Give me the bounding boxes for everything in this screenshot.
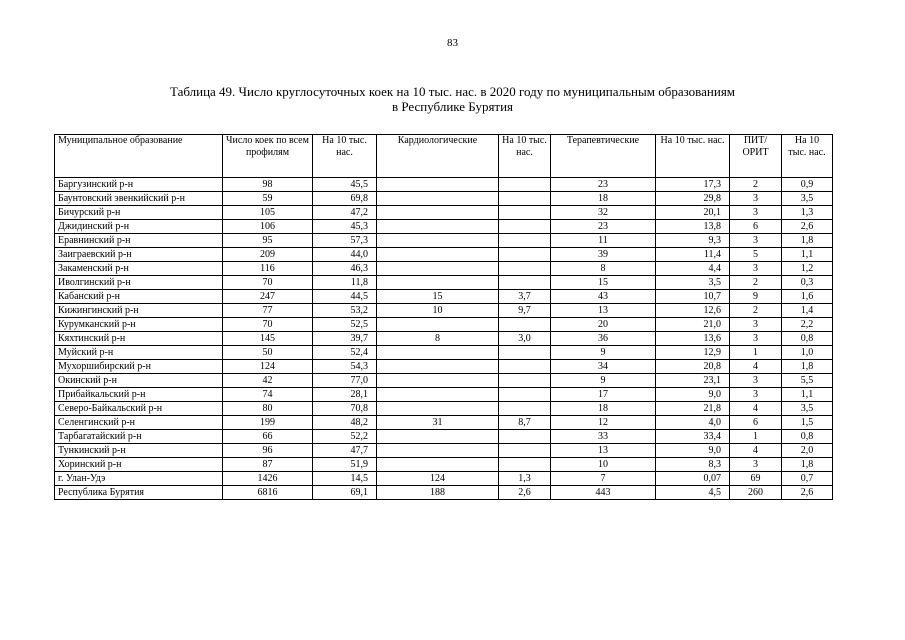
- therapeutic-per-10k-cell: 9,0: [656, 388, 730, 402]
- municipality-cell: Республика Бурятия: [55, 486, 223, 500]
- cardiology-per-10k-cell: [499, 388, 551, 402]
- therapeutic-cell: 10: [551, 458, 656, 472]
- icu-per-10k-cell: 3,5: [782, 402, 833, 416]
- icu-cell: 6: [730, 220, 782, 234]
- cardiology-per-10k-cell: [499, 192, 551, 206]
- therapeutic-cell: 18: [551, 192, 656, 206]
- icu-per-10k-cell: 1,8: [782, 360, 833, 374]
- total-per-10k-cell: 14,5: [313, 472, 377, 486]
- therapeutic-cell: 39: [551, 248, 656, 262]
- icu-per-10k-cell: 0,9: [782, 178, 833, 192]
- table-row: [55, 416, 833, 430]
- therapeutic-per-10k-cell: 4,0: [656, 416, 730, 430]
- table-row: [55, 304, 833, 318]
- therapeutic-per-10k-cell: 9,0: [656, 444, 730, 458]
- icu-per-10k-cell: 1,3: [782, 206, 833, 220]
- total-beds-cell: 50: [223, 346, 313, 360]
- total-per-10k-cell: 44,0: [313, 248, 377, 262]
- total-per-10k-cell: 53,2: [313, 304, 377, 318]
- table-row: [55, 178, 833, 192]
- therapeutic-cell: 7: [551, 472, 656, 486]
- total-per-10k-cell: 54,3: [313, 360, 377, 374]
- icu-cell: 3: [730, 192, 782, 206]
- total-beds-cell: 199: [223, 416, 313, 430]
- cardiology-per-10k-cell: [499, 444, 551, 458]
- therapeutic-cell: 15: [551, 276, 656, 290]
- therapeutic-per-10k-cell: 13,8: [656, 220, 730, 234]
- municipality-cell: Кижингинский р-н: [55, 304, 223, 318]
- therapeutic-cell: 32: [551, 206, 656, 220]
- cardiology-per-10k-cell: [499, 458, 551, 472]
- total-per-10k-cell: 57,3: [313, 234, 377, 248]
- cardiology-per-10k-cell: [499, 276, 551, 290]
- therapeutic-per-10k-cell: 20,8: [656, 360, 730, 374]
- cardiology-per-10k-cell: [499, 346, 551, 360]
- cardiology-per-10k-cell: 2,6: [499, 486, 551, 500]
- icu-cell: 3: [730, 374, 782, 388]
- cardiology-cell: [377, 360, 499, 374]
- total-per-10k-cell: 46,3: [313, 262, 377, 276]
- municipality-cell: Муйский р-н: [55, 346, 223, 360]
- cardiology-per-10k-cell: 9,7: [499, 304, 551, 318]
- icu-cell: 3: [730, 318, 782, 332]
- therapeutic-cell: 13: [551, 304, 656, 318]
- total-beds-cell: 105: [223, 206, 313, 220]
- municipality-cell: Прибайкальский р-н: [55, 388, 223, 402]
- total-per-10k-cell: 51,9: [313, 458, 377, 472]
- municipality-cell: Заиграевский р-н: [55, 248, 223, 262]
- icu-cell: 4: [730, 360, 782, 374]
- therapeutic-cell: 23: [551, 220, 656, 234]
- cardiology-per-10k-cell: [499, 206, 551, 220]
- total-per-10k-cell: 45,5: [313, 178, 377, 192]
- cardiology-cell: 8: [377, 332, 499, 346]
- icu-cell: 260: [730, 486, 782, 500]
- municipality-cell: Северо-Байкальский р-н: [55, 402, 223, 416]
- column-header-therapeutic: Терапевтические: [551, 135, 656, 178]
- column-header-therapeutic-per-10k: На 10 тыс. нас.: [656, 135, 730, 178]
- cardiology-cell: [377, 388, 499, 402]
- table-row: [55, 374, 833, 388]
- cardiology-per-10k-cell: [499, 360, 551, 374]
- total-per-10k-cell: 69,8: [313, 192, 377, 206]
- icu-cell: 2: [730, 178, 782, 192]
- table-row: [55, 444, 833, 458]
- cardiology-per-10k-cell: 3,0: [499, 332, 551, 346]
- municipality-cell: Бичурский р-н: [55, 206, 223, 220]
- total-per-10k-cell: 11,8: [313, 276, 377, 290]
- therapeutic-per-10k-cell: 29,8: [656, 192, 730, 206]
- municipality-cell: Тункинский р-н: [55, 444, 223, 458]
- therapeutic-per-10k-cell: 13,6: [656, 332, 730, 346]
- cardiology-cell: [377, 178, 499, 192]
- total-per-10k-cell: 52,4: [313, 346, 377, 360]
- cardiology-per-10k-cell: [499, 220, 551, 234]
- icu-per-10k-cell: 3,5: [782, 192, 833, 206]
- icu-per-10k-cell: 0,7: [782, 472, 833, 486]
- therapeutic-cell: 11: [551, 234, 656, 248]
- therapeutic-cell: 9: [551, 346, 656, 360]
- total-beds-cell: 77: [223, 304, 313, 318]
- cardiology-cell: [377, 346, 499, 360]
- icu-per-10k-cell: 2,2: [782, 318, 833, 332]
- cardiology-cell: [377, 234, 499, 248]
- beds-table: [54, 134, 833, 500]
- total-beds-cell: 42: [223, 374, 313, 388]
- total-per-10k-cell: 28,1: [313, 388, 377, 402]
- icu-per-10k-cell: 0,8: [782, 430, 833, 444]
- icu-cell: 5: [730, 248, 782, 262]
- cardiology-cell: [377, 248, 499, 262]
- icu-cell: 3: [730, 458, 782, 472]
- municipality-cell: Баргузинский р-н: [55, 178, 223, 192]
- table-row: [55, 206, 833, 220]
- municipality-cell: Окинский р-н: [55, 374, 223, 388]
- municipality-cell: Мухоршибирский р-н: [55, 360, 223, 374]
- cardiology-cell: [377, 220, 499, 234]
- total-per-10k-cell: 47,2: [313, 206, 377, 220]
- table-row: [55, 346, 833, 360]
- total-per-10k-cell: 70,8: [313, 402, 377, 416]
- total-beds-cell: 116: [223, 262, 313, 276]
- therapeutic-cell: 9: [551, 374, 656, 388]
- municipality-cell: Хоринский р-н: [55, 458, 223, 472]
- total-beds-cell: 124: [223, 360, 313, 374]
- column-header-icu-per-10k: На 10 тыс. нас.: [782, 135, 833, 178]
- cardiology-cell: [377, 458, 499, 472]
- municipality-cell: Джидинский р-н: [55, 220, 223, 234]
- total-beds-cell: 98: [223, 178, 313, 192]
- icu-per-10k-cell: 1,1: [782, 248, 833, 262]
- column-header-total-per-10k: На 10 тыс. нас.: [313, 135, 377, 178]
- total-beds-cell: 247: [223, 290, 313, 304]
- total-beds-cell: 87: [223, 458, 313, 472]
- icu-per-10k-cell: 1,1: [782, 388, 833, 402]
- icu-cell: 2: [730, 304, 782, 318]
- therapeutic-cell: 443: [551, 486, 656, 500]
- table-row: [55, 472, 833, 486]
- icu-per-10k-cell: 1,8: [782, 234, 833, 248]
- therapeutic-per-10k-cell: 12,9: [656, 346, 730, 360]
- page-number: 83: [447, 37, 458, 49]
- therapeutic-cell: 20: [551, 318, 656, 332]
- therapeutic-per-10k-cell: 21,8: [656, 402, 730, 416]
- table-row: [55, 248, 833, 262]
- total-per-10k-cell: 48,2: [313, 416, 377, 430]
- column-header-municipality: Муниципальное образование: [55, 135, 223, 178]
- total-beds-cell: 145: [223, 332, 313, 346]
- icu-per-10k-cell: 1,6: [782, 290, 833, 304]
- cardiology-cell: 124: [377, 472, 499, 486]
- icu-per-10k-cell: 2,6: [782, 486, 833, 500]
- table-row: [55, 402, 833, 416]
- total-beds-cell: 74: [223, 388, 313, 402]
- total-beds-cell: 96: [223, 444, 313, 458]
- column-header-cardiology: Кардиологические: [377, 135, 499, 178]
- therapeutic-per-10k-cell: 8,3: [656, 458, 730, 472]
- total-per-10k-cell: 69,1: [313, 486, 377, 500]
- cardiology-per-10k-cell: [499, 262, 551, 276]
- total-per-10k-cell: 45,3: [313, 220, 377, 234]
- total-per-10k-cell: 39,7: [313, 332, 377, 346]
- icu-cell: 3: [730, 388, 782, 402]
- cardiology-cell: [377, 192, 499, 206]
- icu-cell: 2: [730, 276, 782, 290]
- table-row: [55, 458, 833, 472]
- therapeutic-cell: 8: [551, 262, 656, 276]
- total-per-10k-cell: 77,0: [313, 374, 377, 388]
- therapeutic-cell: 33: [551, 430, 656, 444]
- therapeutic-per-10k-cell: 33,4: [656, 430, 730, 444]
- cardiology-per-10k-cell: 1,3: [499, 472, 551, 486]
- cardiology-cell: 10: [377, 304, 499, 318]
- table-row: [55, 220, 833, 234]
- icu-cell: 69: [730, 472, 782, 486]
- table-row: [55, 276, 833, 290]
- therapeutic-cell: 17: [551, 388, 656, 402]
- municipality-cell: Кяхтинский р-н: [55, 332, 223, 346]
- municipality-cell: Тарбагатайский р-н: [55, 430, 223, 444]
- cardiology-per-10k-cell: [499, 318, 551, 332]
- table-body: [55, 178, 833, 500]
- therapeutic-per-10k-cell: 20,1: [656, 206, 730, 220]
- icu-per-10k-cell: 1,2: [782, 262, 833, 276]
- table-title-line-1: Таблица 49. Число круглосуточных коек на 10 тыс. нас. в 2020 году по муниципальным образованиям: [169, 84, 736, 99]
- total-beds-cell: 66: [223, 430, 313, 444]
- table-row: [55, 290, 833, 304]
- total-per-10k-cell: 52,2: [313, 430, 377, 444]
- cardiology-cell: [377, 402, 499, 416]
- column-header-icu: ПИТ/ ОРИТ: [730, 135, 782, 178]
- icu-cell: 3: [730, 262, 782, 276]
- municipality-cell: Селенгинский р-н: [55, 416, 223, 430]
- column-header-cardiology-per-10k: На 10 тыс. нас.: [499, 135, 551, 178]
- icu-cell: 9: [730, 290, 782, 304]
- total-beds-cell: 80: [223, 402, 313, 416]
- icu-cell: 4: [730, 402, 782, 416]
- therapeutic-per-10k-cell: 9,3: [656, 234, 730, 248]
- icu-per-10k-cell: 0,8: [782, 332, 833, 346]
- therapeutic-per-10k-cell: 4,5: [656, 486, 730, 500]
- table-row: [55, 430, 833, 444]
- cardiology-per-10k-cell: [499, 248, 551, 262]
- total-per-10k-cell: 44,5: [313, 290, 377, 304]
- cardiology-cell: [377, 318, 499, 332]
- table-title-line-2: в Республике Бурятия: [391, 99, 514, 114]
- cardiology-per-10k-cell: 3,7: [499, 290, 551, 304]
- column-header-total-beds: Число коек по всем профилям: [223, 135, 313, 178]
- therapeutic-cell: 43: [551, 290, 656, 304]
- therapeutic-cell: 36: [551, 332, 656, 346]
- cardiology-cell: [377, 206, 499, 220]
- table-row: [55, 332, 833, 346]
- municipality-cell: г. Улан-Удэ: [55, 472, 223, 486]
- therapeutic-per-10k-cell: 12,6: [656, 304, 730, 318]
- therapeutic-per-10k-cell: 21,0: [656, 318, 730, 332]
- cardiology-cell: 31: [377, 416, 499, 430]
- cardiology-per-10k-cell: [499, 178, 551, 192]
- total-beds-cell: 95: [223, 234, 313, 248]
- cardiology-cell: [377, 262, 499, 276]
- cardiology-cell: [377, 430, 499, 444]
- therapeutic-cell: 12: [551, 416, 656, 430]
- cardiology-cell: [377, 444, 499, 458]
- cardiology-per-10k-cell: [499, 402, 551, 416]
- table-row: [55, 388, 833, 402]
- total-beds-cell: 1426: [223, 472, 313, 486]
- cardiology-per-10k-cell: [499, 374, 551, 388]
- table-row: [55, 262, 833, 276]
- icu-cell: 6: [730, 416, 782, 430]
- table-row: [55, 192, 833, 206]
- icu-cell: 1: [730, 346, 782, 360]
- table-row: [55, 486, 833, 500]
- total-per-10k-cell: 52,5: [313, 318, 377, 332]
- icu-per-10k-cell: 5,5: [782, 374, 833, 388]
- table-title: [60, 84, 845, 114]
- therapeutic-per-10k-cell: 10,7: [656, 290, 730, 304]
- therapeutic-cell: 18: [551, 402, 656, 416]
- icu-per-10k-cell: 1,8: [782, 458, 833, 472]
- icu-per-10k-cell: 1,0: [782, 346, 833, 360]
- therapeutic-per-10k-cell: 3,5: [656, 276, 730, 290]
- total-beds-cell: 6816: [223, 486, 313, 500]
- total-beds-cell: 70: [223, 276, 313, 290]
- table-row: [55, 234, 833, 248]
- municipality-cell: Закаменский р-н: [55, 262, 223, 276]
- icu-per-10k-cell: 1,5: [782, 416, 833, 430]
- icu-cell: 3: [730, 332, 782, 346]
- therapeutic-cell: 13: [551, 444, 656, 458]
- municipality-cell: Кабанский р-н: [55, 290, 223, 304]
- therapeutic-per-10k-cell: 23,1: [656, 374, 730, 388]
- icu-cell: 4: [730, 444, 782, 458]
- therapeutic-per-10k-cell: 0,07: [656, 472, 730, 486]
- total-per-10k-cell: 47,7: [313, 444, 377, 458]
- table-row: [55, 360, 833, 374]
- cardiology-per-10k-cell: 8,7: [499, 416, 551, 430]
- cardiology-per-10k-cell: [499, 430, 551, 444]
- cardiology-cell: 15: [377, 290, 499, 304]
- municipality-cell: Баунтовский эвенкийский р-н: [55, 192, 223, 206]
- municipality-cell: Курумканский р-н: [55, 318, 223, 332]
- therapeutic-per-10k-cell: 17,3: [656, 178, 730, 192]
- icu-per-10k-cell: 1,4: [782, 304, 833, 318]
- icu-cell: 3: [730, 234, 782, 248]
- table-header-row: [55, 135, 833, 178]
- municipality-cell: Еравнинский р-н: [55, 234, 223, 248]
- icu-cell: 3: [730, 206, 782, 220]
- table-row: [55, 318, 833, 332]
- total-beds-cell: 106: [223, 220, 313, 234]
- icu-cell: 1: [730, 430, 782, 444]
- total-beds-cell: 209: [223, 248, 313, 262]
- therapeutic-per-10k-cell: 11,4: [656, 248, 730, 262]
- icu-per-10k-cell: 2,6: [782, 220, 833, 234]
- total-beds-cell: 70: [223, 318, 313, 332]
- icu-per-10k-cell: 2,0: [782, 444, 833, 458]
- municipality-cell: Иволгинский р-н: [55, 276, 223, 290]
- icu-per-10k-cell: 0,3: [782, 276, 833, 290]
- cardiology-cell: [377, 374, 499, 388]
- therapeutic-per-10k-cell: 4,4: [656, 262, 730, 276]
- total-beds-cell: 59: [223, 192, 313, 206]
- cardiology-per-10k-cell: [499, 234, 551, 248]
- cardiology-cell: [377, 276, 499, 290]
- cardiology-cell: 188: [377, 486, 499, 500]
- therapeutic-cell: 23: [551, 178, 656, 192]
- therapeutic-cell: 34: [551, 360, 656, 374]
